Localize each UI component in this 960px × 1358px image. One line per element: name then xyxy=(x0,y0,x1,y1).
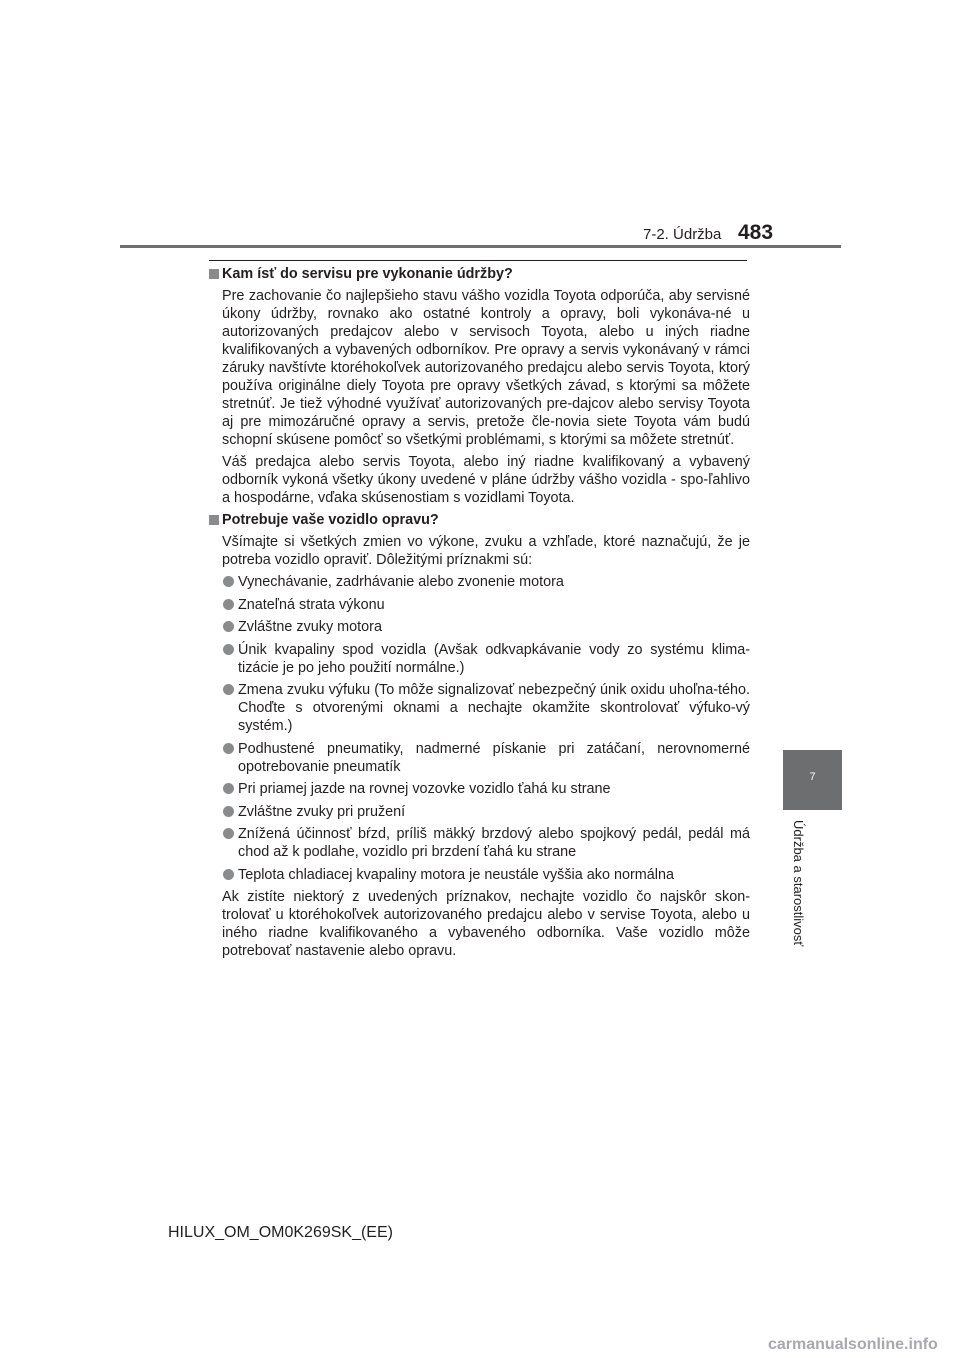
list-item-text: Podhustené pneumatiky, nadmerné pískanie pri zatáčaní, nerovnomerné opotrebovanie pneumatík xyxy=(238,740,750,775)
circle-bullet-icon xyxy=(223,576,234,587)
main-content xyxy=(209,265,750,964)
chapter-number: 7 xyxy=(809,771,816,783)
list-item-text: Únik kvapaliny spod vozidla (Avšak odkvapkávanie vody zo systému klima-tizácie je po jeho použití normálne.) xyxy=(238,641,750,676)
circle-bullet-icon xyxy=(223,743,234,754)
closing-paragraph: Ak zistíte niektorý z uvedených príznakov, nechajte vozidlo čo najskôr skon-trolovať u ktoréhokoľvek autorizovaného predajcu alebo v servise Toyota, alebo u iného riadne kvalifikovaného a vybaveného odborníka. Vaše vozidlo môže potrebovať nastavenie alebo opravu. xyxy=(222,889,750,959)
header-divider xyxy=(120,245,841,248)
list-item xyxy=(209,618,750,636)
chapter-title: Údržba a starostlivosť xyxy=(791,820,806,947)
page-number: 483 xyxy=(738,221,774,244)
section-heading-service-location xyxy=(209,265,750,283)
list-item xyxy=(209,803,750,821)
list-item xyxy=(209,681,750,735)
heading-text: Potrebuje vaše vozidlo opravu? xyxy=(222,512,439,528)
circle-bullet-icon xyxy=(223,644,234,655)
list-item xyxy=(209,866,750,884)
list-item-text: Znížená účinnosť bŕzd, príliš mäkký brzdový alebo spojkový pedál, pedál má chod až k podlahe, vozidlo pri brzdení ťahá ku strane xyxy=(238,826,750,860)
header-section-title: 7-2. Údržba xyxy=(643,226,722,243)
circle-bullet-icon xyxy=(223,828,234,839)
list-item-text: Pri priamej jazde na rovnej vozovke vozidlo ťahá ku strane xyxy=(238,781,611,797)
list-item xyxy=(209,780,750,798)
section-heading-repair-needed xyxy=(209,511,750,529)
square-bullet-icon xyxy=(209,515,219,525)
circle-bullet-icon xyxy=(223,783,234,794)
list-item-text: Zvláštne zvuky motora xyxy=(238,619,382,635)
square-bullet-icon xyxy=(209,269,219,279)
circle-bullet-icon xyxy=(223,684,234,695)
list-item-text: Znateľná strata výkonu xyxy=(238,596,385,613)
list-item-text: Teplota chladiacej kvapaliny motora je neustále vyššia ako normálna xyxy=(238,866,674,883)
list-item xyxy=(209,596,750,614)
circle-bullet-icon xyxy=(223,621,234,632)
circle-bullet-icon xyxy=(223,599,234,610)
circle-bullet-icon xyxy=(223,869,234,880)
heading-text: Kam ísť do servisu pre vykonanie údržby? xyxy=(222,266,513,282)
list-item-text: Vynechávanie, zadrhávanie alebo zvonenie motora xyxy=(238,574,564,590)
list-item xyxy=(209,573,750,591)
watermark-text: carmanualsonline.info xyxy=(768,1336,938,1353)
list-item-text: Zmena zvuku výfuku (To môže signalizovať nebezpečný únik oxidu uhoľna-tého. Choďte s otvorenými oknami a nechajte okamžite skontrolovať výfuko-vý systém.) xyxy=(238,682,750,734)
intro-paragraph: Všímajte si všetkých zmien vo výkone, zvuku a vzhľade, ktoré naznačujú, že je potreba vozidlo opraviť. Dôležitými príznakmi sú: xyxy=(222,534,750,568)
chapter-tab xyxy=(783,750,842,810)
list-item xyxy=(209,641,750,677)
paragraph: Pre zachovanie čo najlepšieho stavu vášho vozidla Toyota odporúča, aby servisné úkony údržby, rovnako ako ostatné kontroly a opravy, boli vykonáva-né u autorizovaných predajcov alebo v servisoch Toyota, alebo u iných riadne kvalifikovaných a vybavených odborníkov. Pre opravy a servis vykonávaný v rámci záruky navštívte ktoréhokoľvek autorizovaného predajcu alebo servis Toyota, ktorý používa originálne diely Toyota pre opravy všetkých závad, s ktorými sa môžete stretnúť. Je tiež výhodné využívať autorizovaných pre-dajcov alebo servisy Toyota aj pre mimozáručné opravy a servis, pretože čle-novia siete Toyota vám budú schopní skúsene pomôcť so všetkými problémami, s ktorými sa môžete stretnúť. xyxy=(222,288,750,448)
document-id: HILUX_OM_OM0K269SK_(EE) xyxy=(168,1224,393,1241)
list-item-text: Zvláštne zvuky pri pružení xyxy=(238,803,406,820)
list-item xyxy=(209,740,750,776)
circle-bullet-icon xyxy=(223,806,234,817)
content-divider xyxy=(209,260,747,261)
list-item xyxy=(209,825,750,861)
paragraph: Váš predajca alebo servis Toyota, alebo iný riadne kvalifikovaný a vybavený odborník vykoná všetky úkony uvedené v pláne údržby vášho vozidla - spo-ľahlivo a hospodárne, vďaka skúsenostiam s vozidlami Toyota. xyxy=(222,454,750,506)
